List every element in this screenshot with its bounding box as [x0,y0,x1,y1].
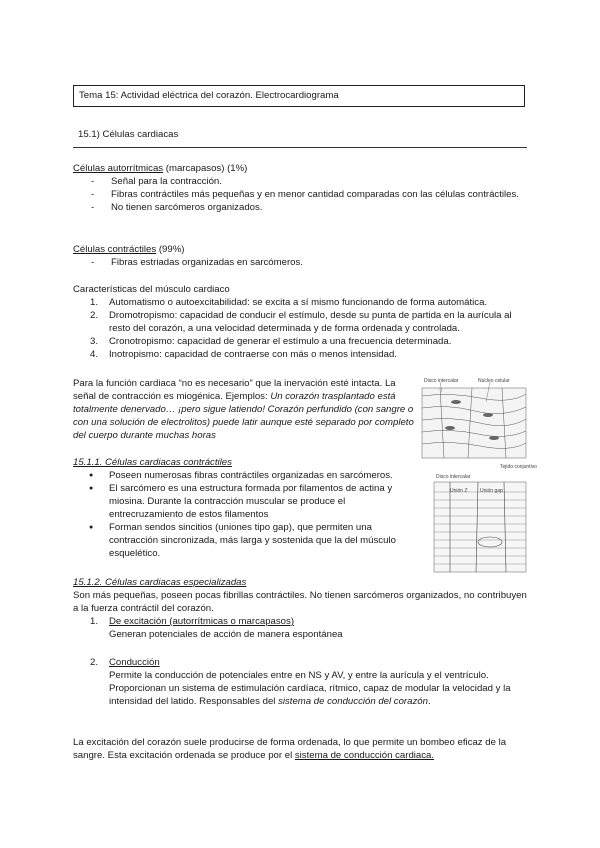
figure-label: Tejido conjuntivo [500,464,537,470]
s1511-list [73,469,418,560]
caracteristicas-heading: Características del músculo cardiaco [73,284,230,295]
figure-label: Unión gap [480,488,503,494]
autorritmicas-block: Células autorrítmicas (marcapasos) (1%) - Señal para la contracción. - Fibras contráctiles más pequeñas y en menor cantidad comparadas con las células contráctiles. - No tienen sarcómeros organizados. [73,162,528,214]
upper-illustration [422,382,526,458]
list-item: 2. Conducción Permite la conducción de potenciales entre en NS y AV, y entre la aurícula y el ventrículo. Proporcionan un sistema de estimulación cardíaca, rítmico, capaz de modular la velocidad y la intensidad del latido. Responsables del sistema de conducción del corazón. [90,657,511,707]
s1512-heading: 15.1.2. Células cardiacas especializadas [73,577,247,588]
figure-label: Disco intercalar [424,378,459,384]
list-item: ● El sarcómero es una estructura formada por filamentos de actina y miosina. Durante la contracción muscular se produce el entrecruzamiento de estos filamentos [73,482,418,521]
figure-label: Núcleo celular [478,378,510,384]
s1511-block [73,456,418,560]
list-item: - Fibras contráctiles más pequeñas y en menor cantidad comparadas con las células contráctiles. [73,188,528,201]
figure-label: Disco intercalar [436,474,471,480]
section-divider [73,147,527,148]
list-item: ● Poseen numerosas fibras contráctiles organizadas en sarcómeros. [73,469,418,482]
list-item: ● Forman sendos sincitios (uniones tipo gap), que permiten una contracción sincronizada, más larga y sostenida que la del músculo esquelético. [73,521,418,560]
caracteristicas-list [73,296,528,361]
list-item: 4. Inotropismo: capacidad de contraerse con más o menos intensidad. [90,349,397,360]
closing-paragraph: La excitación del corazón suele producirse de forma ordenada, lo que permite un bombeo eficaz de la sangre. Esta excitación ordenada se produce por el sistema de conducción cardiaca. [73,737,507,761]
page-title: Tema 15: Actividad eléctrica del corazón. Electrocardiograma [73,85,525,107]
s1512-item2 [73,656,528,708]
caracteristicas-block [73,283,528,361]
figure-label: Unión Z [450,488,468,494]
item-title: De excitación (autorrítmicas o marcapasos) [109,616,295,627]
list-item: - Fibras estriadas organizadas en sarcómeros. [73,256,528,269]
list-item: 3. Cronotropismo: capacidad de generar el estímulo a una frecuencia determinada. [90,336,452,347]
section-heading: 15.1) Células cardiacas [78,129,179,140]
lower-illustration [434,482,526,572]
s1511-heading: 15.1.1. Células cardiacas contráctiles [73,457,232,468]
contractiles-heading: Células contráctiles [73,244,157,255]
funcion-paragraph: Para la función cardiaca “no es necesario” que la inervación esté intacta. La señal de contracción es miogénica. Ejemplos: Un corazón trasplantado está totalmente denervado… ¡pero sigue latiendo! Corazón perfundido (con sangre o con una solución de electrolitos) puede latir aunque esté separado por completo del cuerpo durante muchas horas [73,378,414,441]
s1512-list [73,615,528,641]
autorritmicas-heading: Células autorrítmicas [73,163,164,174]
list-item: - Señal para la contracción. [73,175,528,188]
list-item: - No tienen sarcómeros organizados. [73,201,528,214]
s1512-intro: Son más pequeñas, poseen pocas fibrillas contráctiles. No tienen sarcómeros organizados, no contribuyen a la fuerza contráctil del corazón. [73,590,527,614]
item-title: Conducción [109,657,160,668]
autorritmicas-list [73,175,528,214]
s1512-block [73,576,528,641]
contractiles-list [73,256,528,269]
list-item: 1. De excitación (autorrítmicas o marcapasos) Generan potenciales de acción de manera espontánea [90,616,343,640]
cardiac-muscle-figure [420,374,537,574]
list-item: 1. Automatismo o autoexcitabilidad: se excita a sí mismo funcionando de forma automática. [90,297,488,308]
conduction-system-link: sistema de conducción cardiaca. [294,750,435,761]
contractiles-block: Células contráctiles (99%) - Fibras estriadas organizadas en sarcómeros. [73,243,528,269]
list-item: 2. Dromotropismo: capacidad de conducir el estímulo, desde su punta de partida en la aurícula al resto del corazón, a una velocidad determinada y de forma ordenada y controlada. [90,310,512,334]
